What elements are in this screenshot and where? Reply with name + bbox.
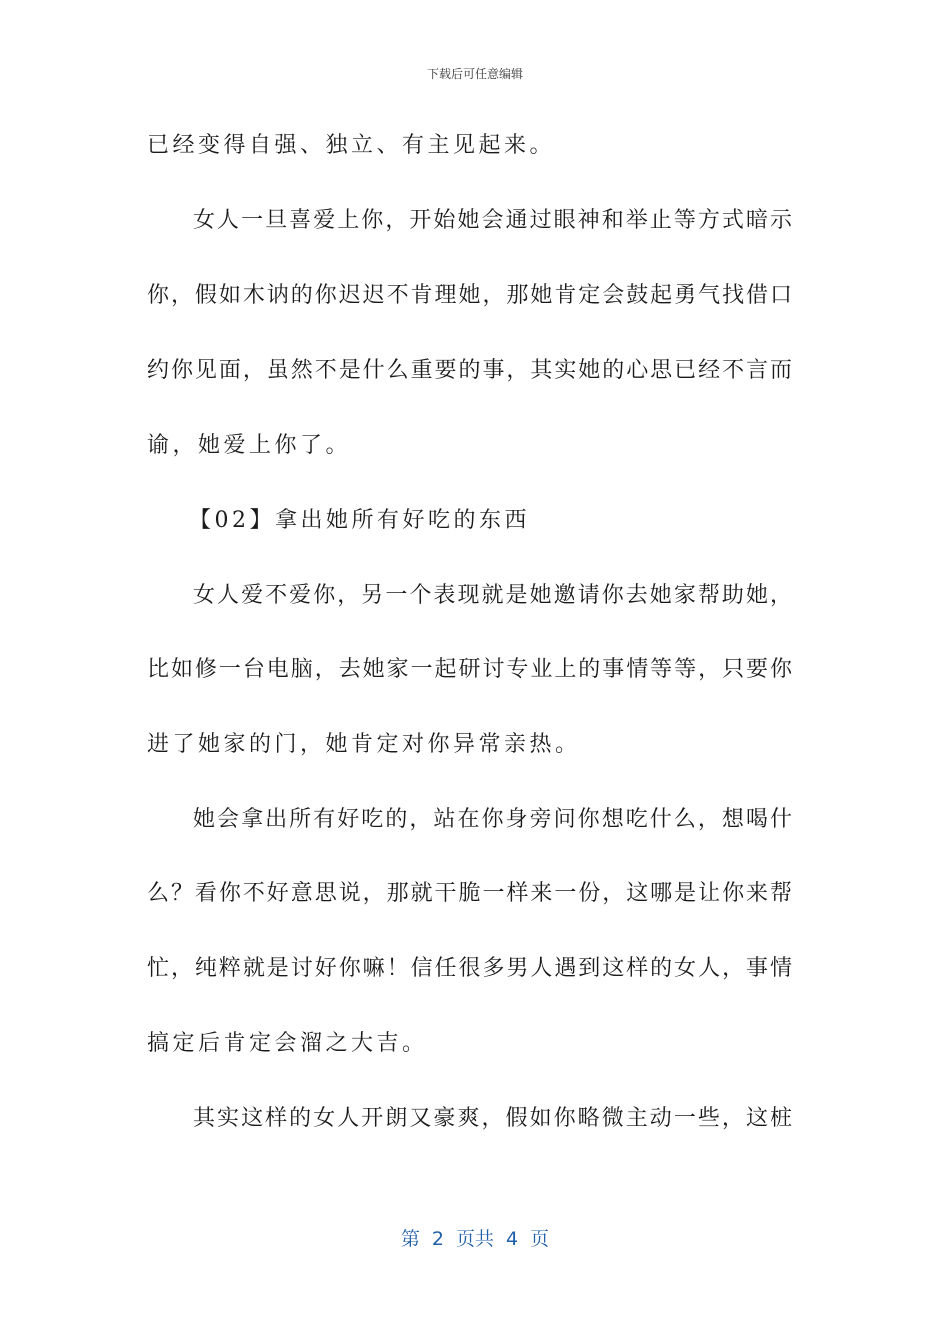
text-line: 进了她家的门，她肯定对你异常亲热。 (147, 732, 581, 757)
text-line: 谕，她爱上你了。 (147, 433, 352, 458)
text-line: 忙，纯粹就是讨好你嘛！信任很多男人遇到这样的女人，事情 (147, 956, 792, 981)
text-line: 其实这样的女人开朗又豪爽，假如你略微主动一些，这桩 (193, 1106, 792, 1131)
text-line: 已经变得自强、独立、有主见起来。 (147, 133, 556, 158)
text-line: 女人一旦喜爱上你，开始她会通过眼神和举止等方式暗示 (193, 208, 792, 233)
text-line: 你，假如木讷的你迟迟不肯理她，那她肯定会鼓起勇气找借口 (147, 283, 792, 308)
text-line: 比如修一台电脑，去她家一起研讨专业上的事情等等，只要你 (147, 657, 792, 682)
text-line: 么？看你不好意思说，那就干脆一样来一份，这哪是让你来帮 (147, 881, 792, 906)
text-line: 约你见面，虽然不是什么重要的事，其实她的心思已经不言而 (147, 358, 792, 383)
page-number-footer: 第 2 页共 4 页 (400, 1228, 550, 1250)
section-heading: 【02】拿出她所有好吃的东西 (189, 508, 530, 533)
text-line: 搞定后肯定会溜之大吉。 (147, 1031, 428, 1056)
text-line: 她会拿出所有好吃的，站在你身旁问你想吃什么，想喝什 (193, 807, 792, 832)
text-line: 女人爱不爱你，另一个表现就是她邀请你去她家帮助她， (193, 583, 792, 608)
page-header: 下载后可任意编辑 (426, 67, 523, 81)
